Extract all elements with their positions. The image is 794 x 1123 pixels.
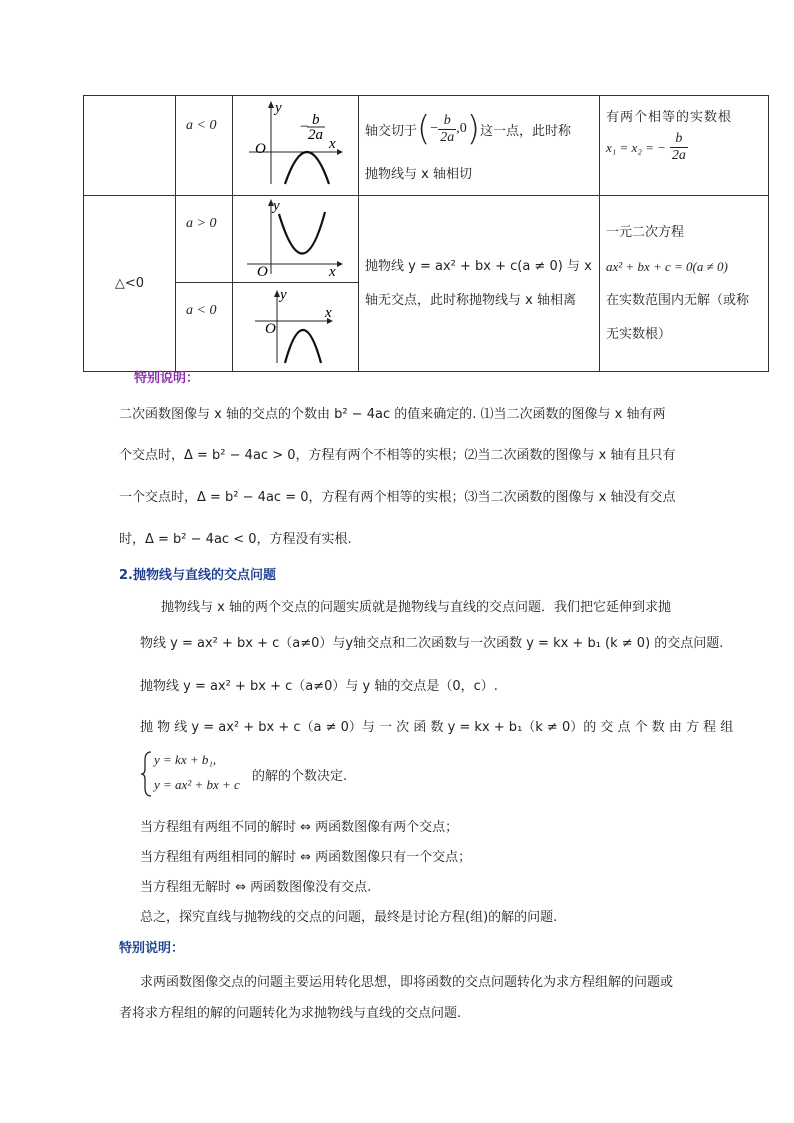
section-line: 抛 物 线 y = ax² + bx + c（a ≠ 0）与 一 次 函 数 y = kx + b₁（k ≠ 0）的 交 点 个 数 由 方 程 组: [140, 720, 734, 735]
section-heading: 2.抛物线与直线的交点问题: [119, 568, 276, 583]
origin-label: O: [265, 321, 276, 337]
condition-cell-pos: a > 0: [176, 196, 233, 283]
system-eq1: y = kx + b₁,: [154, 752, 217, 767]
section-line: 物线 y = ax² + bx + c（a≠0）与y轴交点和二次函数与一次函数 y = kx + b₁ (k ≠ 0) 的交点问题.: [140, 636, 724, 651]
desc-cell-tangent: 轴交切于 ( − $\frac{b}{2a}$ ,0 ) 这一点，此时称 抛物线与 x 轴相切: [359, 96, 600, 196]
case-line: 当方程组有两组不同的解时 ⇔ 两函数图像有两个交点；: [140, 820, 459, 835]
graph-cell-upward: [233, 196, 359, 283]
origin-label: O: [257, 264, 268, 278]
note-line: 个交点时，Δ = b² − 4ac > 0，方程有两个不相等的实根；⑵当二次函数的图像与 x 轴有且只有: [119, 448, 676, 463]
vertex-minus: −: [299, 119, 310, 135]
root-cell-tangent: 有两个相等的实数根 x₁ = x₂ = − $\frac{b}{2a}$: [600, 96, 769, 196]
vertex-den: 2a: [308, 127, 323, 143]
y-axis-label: y: [273, 198, 280, 214]
note-line: 者将求方程组的解的问题转化为求抛物线与直线的交点问题.: [119, 1006, 462, 1021]
x-axis-label: x: [329, 264, 336, 278]
condition-cell-neg: a < 0: [176, 283, 233, 372]
note-title: 特别说明：: [119, 941, 185, 956]
parabola-downward-graph: [233, 283, 358, 367]
system-tail: 的解的个数决定.: [252, 769, 348, 784]
origin-label: O: [255, 141, 266, 157]
desc-cell-apart: 抛物线 y = ax² + bx + c(a ≠ 0) 与 x 轴无交点，此时称抛物线与 x 轴相离: [359, 196, 600, 372]
equation-system: [140, 750, 440, 798]
section-line: 抛物线 y = ax² + bx + c（a≠0）与 y 轴的交点是（0，c）.: [140, 679, 498, 694]
delta-cell-empty: [84, 96, 176, 196]
y-axis-label: y: [275, 100, 282, 116]
graph-cell-downward: [233, 283, 359, 372]
vertex-num: b: [312, 112, 320, 128]
delta-cell: △<0: [84, 196, 176, 372]
note-line: 求两函数图像交点的问题主要运用转化思想，即将函数的交点问题转化为求方程组解的问题或: [140, 975, 674, 990]
parabola-upward-graph: [233, 196, 358, 278]
note-line: 二次函数图像与 x 轴的交点的个数由 b² − 4ac 的值来确定的. ⑴当二次函数的图像与 x 轴有两: [119, 407, 666, 422]
summary-line: 总之，探究直线与抛物线的交点的问题，最终是讨论方程(组)的解的问题.: [140, 910, 558, 925]
x-axis-label: x: [329, 136, 336, 152]
root-cell-none: 一元二次方程 ax² + bx + c = 0(a ≠ 0) 在实数范围内无解（或称 无实数根）: [600, 196, 769, 372]
section-line: 抛物线与 x 轴的两个交点的问题实质就是抛物线与直线的交点问题．我们把它延伸到求抛: [161, 600, 671, 615]
discriminant-table: [83, 95, 769, 372]
brace-icon: [140, 750, 154, 798]
case-line: 当方程组无解时 ⇔ 两函数图像没有交点.: [140, 880, 372, 895]
note-title: 特别说明：: [134, 371, 200, 386]
y-axis-label: y: [280, 287, 287, 303]
condition-cell: a < 0: [176, 96, 233, 196]
graph-cell-tangent: [233, 96, 359, 196]
parabola-tangent-graph: [233, 96, 358, 191]
case-line: 当方程组有两组相同的解时 ⇔ 两函数图像只有一个交点；: [140, 850, 472, 865]
note-line: 一个交点时，Δ = b² − 4ac = 0，方程有两个相等的实根；⑶当二次函数的图像与 x 轴没有交点: [119, 490, 676, 505]
note-line: 时，Δ = b² − 4ac < 0，方程没有实根.: [119, 532, 352, 547]
x-axis-label: x: [325, 305, 332, 321]
system-eq2: y = ax² + bx + c: [154, 777, 240, 792]
